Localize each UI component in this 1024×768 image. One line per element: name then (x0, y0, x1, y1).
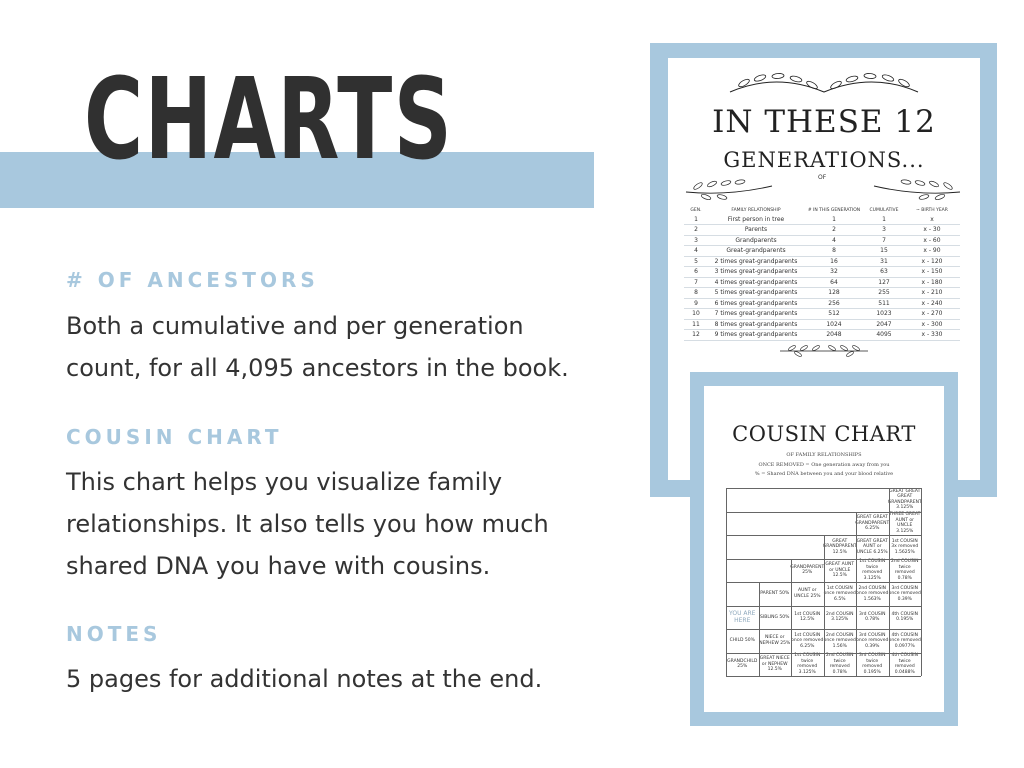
section-heading-notes: NOTES (66, 622, 162, 646)
table-cell: 8 (804, 246, 864, 257)
table-row (684, 309, 960, 320)
table-cell: 3 times great-grandparents (708, 267, 804, 278)
table-cell: x - 60 (904, 235, 960, 246)
cousin-cell: 3rd COUSIN twice removed 0.195% (859, 653, 886, 675)
table-cell: Great-grandparents (708, 246, 804, 257)
cousin-cell: GRANDPARENT 25% (790, 564, 825, 576)
cousin-cell: 2nd COUSIN 3.125% (825, 611, 854, 623)
section-body-line: relationships. It also tells you how much (66, 510, 549, 538)
cousin-cell: AUNT or UNCLE 25% (793, 588, 821, 599)
table-cell: 4 times great-grandparents (708, 277, 804, 288)
cousin-cell: 2nd COUSIN twice removed 0.78% (825, 653, 854, 675)
cousin-cell: GREAT GREAT GREAT GRANDPARENT 3.125% (887, 488, 922, 511)
section-body-cousin (66, 461, 626, 587)
table-header: CUMULATIVE (869, 207, 899, 213)
grid-line (921, 488, 922, 676)
table-cell: 1024 (804, 319, 864, 330)
table-cell: x - 30 (904, 225, 960, 236)
table-cell: 1 (804, 214, 864, 225)
grid-line (726, 488, 921, 489)
table-cell: 7 (684, 277, 708, 288)
table-cell: 7 (864, 235, 904, 246)
table-cell: x - 150 (904, 267, 960, 278)
cousin-cell: GREAT GREAT GRANDPARENT 6.25% (855, 515, 890, 531)
cousin-cell: 1st COUSIN twice removed 3.125% (859, 559, 886, 581)
table-cell: 16 (804, 256, 864, 267)
cousin-cell: GREAT NIECE or NEPHEW 12.5% (759, 656, 790, 672)
generations-title: IN THESE 12 (712, 104, 936, 140)
cousin-cell: 4th COUSIN twice removed 0.0488% (891, 653, 918, 675)
table-cell: 2048 (804, 330, 864, 341)
cousin-cell: GRANDCHILD 25% (727, 658, 758, 670)
cousin-cell: GREAT GRANDPARENT 12.5% (822, 538, 857, 555)
cousin-cell: 3rd COUSIN 0.78% (859, 611, 886, 623)
cousin-cell: 3rd COUSIN once removed 0.39% (888, 585, 921, 602)
table-cell: x - 240 (904, 298, 960, 309)
table-cell: 1023 (864, 309, 904, 320)
page-title: CHARTS (84, 55, 454, 185)
table-cell: 1 (864, 214, 904, 225)
table-cell: 128 (804, 288, 864, 299)
table-cell: 15 (864, 246, 904, 257)
table-cell: x - 300 (904, 319, 960, 330)
cousin-cell: GREAT GREAT AUNT or UNCLE 6.25% (856, 538, 888, 555)
cousin-cell: PARENT 50% (760, 591, 790, 596)
section-body-ancestors (66, 305, 626, 389)
table-cell: 5 (684, 256, 708, 267)
table-row (684, 246, 960, 257)
table-cell: 9 times great-grandparents (708, 330, 804, 341)
cousin-cell: 4th COUSIN once removed 0.0977% (888, 632, 921, 649)
table-cell: 63 (864, 267, 904, 278)
table-row (684, 214, 960, 225)
generations-table (684, 206, 960, 341)
table-cell: 12 (684, 330, 708, 341)
table-cell: 2 times great-grandparents (708, 256, 804, 267)
table-cell: 6 times great-grandparents (708, 298, 804, 309)
table-cell: 7 times great-grandparents (708, 309, 804, 320)
table-cell: 127 (864, 277, 904, 288)
table-cell: 2 (804, 225, 864, 236)
table-row (684, 235, 960, 246)
cousin-cell: SIBLING 50% (760, 614, 790, 620)
table-cell: 4095 (864, 330, 904, 341)
table-cell: x - 330 (904, 330, 960, 341)
table-cell: 64 (804, 277, 864, 288)
grid-line (726, 512, 921, 513)
table-row (684, 319, 960, 330)
table-cell: 3 (684, 235, 708, 246)
table-row (684, 277, 960, 288)
laurel-vine-top-icon (726, 66, 922, 102)
table-cell: Grandparents (708, 235, 804, 246)
table-cell: Parents (708, 225, 804, 236)
section-heading-cousin: COUSIN CHART (66, 425, 283, 449)
table-row (684, 267, 960, 278)
table-cell: 511 (864, 298, 904, 309)
table-row (684, 288, 960, 299)
section-body-line: This chart helps you visualize family (66, 468, 503, 496)
cousin-chart-subtitle: OF FAMILY RELATIONSHIPS (786, 452, 862, 458)
table-cell: 6 (684, 267, 708, 278)
section-body-line: Both a cumulative and per generation (66, 312, 524, 340)
cousin-page (704, 386, 944, 712)
section-body-line: 5 pages for additional notes at the end. (66, 665, 543, 693)
table-cell: 255 (864, 288, 904, 299)
table-cell: 31 (864, 256, 904, 267)
section-body-line: count, for all 4,095 ancestors in the book. (66, 354, 569, 382)
grid-line (856, 512, 857, 677)
cousin-cell: GREAT AUNT or UNCLE 12.5% (825, 562, 855, 578)
cousin-cell: 3rd COUSIN once removed 0.39% (856, 632, 889, 649)
table-cell: 8 (684, 288, 708, 299)
cousin-cell: 1st COUSIN 3x removed 1.5625% (891, 538, 919, 555)
cousin-cell: 4th COUSIN 0.195% (891, 611, 918, 623)
cousin-chart-title: COUSIN CHART (732, 422, 916, 446)
grid-line (824, 535, 825, 676)
table-cell: 9 (684, 298, 708, 309)
you-are-here-cell: YOU ARE HERE (729, 610, 756, 625)
cousin-chart-note: ONCE REMOVED = One generation away from you (758, 462, 890, 468)
table-row (684, 225, 960, 236)
table-header: GEN. (690, 207, 702, 213)
table-cell: 10 (684, 309, 708, 320)
grid-line (791, 559, 792, 677)
table-cell: 512 (804, 309, 864, 320)
cousin-cell: 1st COUSIN once removed 6.25% (791, 632, 824, 649)
table-cell: x - 270 (904, 309, 960, 320)
table-cell: x - 210 (904, 288, 960, 299)
cousin-chart-note: % = Shared DNA between you and your blood relative (754, 471, 894, 477)
table-cell: x - 120 (904, 256, 960, 267)
cousin-cell: 1st COUSIN 12.5% (794, 611, 821, 623)
laurel-vine-bottom-icon (776, 342, 872, 360)
generations-subtitle: GENERATIONS... (723, 148, 925, 172)
cousin-cell: NIECE or NEPHEW 25% (759, 635, 791, 646)
table-header: FAMILY RELATIONSHIP (731, 207, 781, 213)
cousin-cell: 1st COUSIN once removed 6.5% (823, 585, 856, 602)
table-cell: x - 90 (904, 246, 960, 257)
cousin-cell: CHILD 50% (729, 638, 755, 643)
table-cell: 11 (684, 319, 708, 330)
table-cell: x (904, 214, 960, 225)
cousin-cell: 2nd COUSIN once removed 1.56% (823, 632, 856, 649)
table-cell: 5 times great-grandparents (708, 288, 804, 299)
table-cell: 4 (804, 235, 864, 246)
section-body-notes (66, 658, 626, 700)
table-header: ~ BIRTH YEAR (916, 207, 948, 213)
table-row (684, 298, 960, 309)
table-row (684, 256, 960, 267)
table-cell: 2047 (864, 319, 904, 330)
table-header-row (684, 206, 960, 214)
cousin-cell: 2nd COUSIN twice removed 0.78% (890, 559, 919, 581)
table-cell: x - 180 (904, 277, 960, 288)
grid-line (759, 582, 760, 676)
section-body-line: shared DNA you have with cousins. (66, 552, 491, 580)
cousin-cell: THREE GREAT AUNT or UNCLE 3.125% (889, 512, 921, 534)
table-cell: 32 (804, 267, 864, 278)
table-row (684, 330, 960, 341)
table-cell: 256 (804, 298, 864, 309)
table-cell: 3 (864, 225, 904, 236)
table-cell: 8 times great-grandparents (708, 319, 804, 330)
cousin-cell: 2nd COUSIN once removed 1.563% (856, 585, 889, 602)
table-cell: 2 (684, 225, 708, 236)
generations-of-label: OF (818, 174, 827, 181)
table-cell: 1 (684, 214, 708, 225)
laurel-branch-right-icon (872, 172, 962, 200)
cousin-cell: 1st COUSIN twice removed 3.125% (794, 653, 821, 675)
table-cell: 4 (684, 246, 708, 257)
section-heading-ancestors: # OF ANCESTORS (66, 268, 319, 292)
table-cell: First person in tree (708, 214, 804, 225)
laurel-branch-left-icon (684, 172, 774, 200)
grid-line (889, 488, 890, 676)
table-header: # IN THIS GENERATION (807, 207, 861, 213)
grid-line (726, 676, 921, 677)
